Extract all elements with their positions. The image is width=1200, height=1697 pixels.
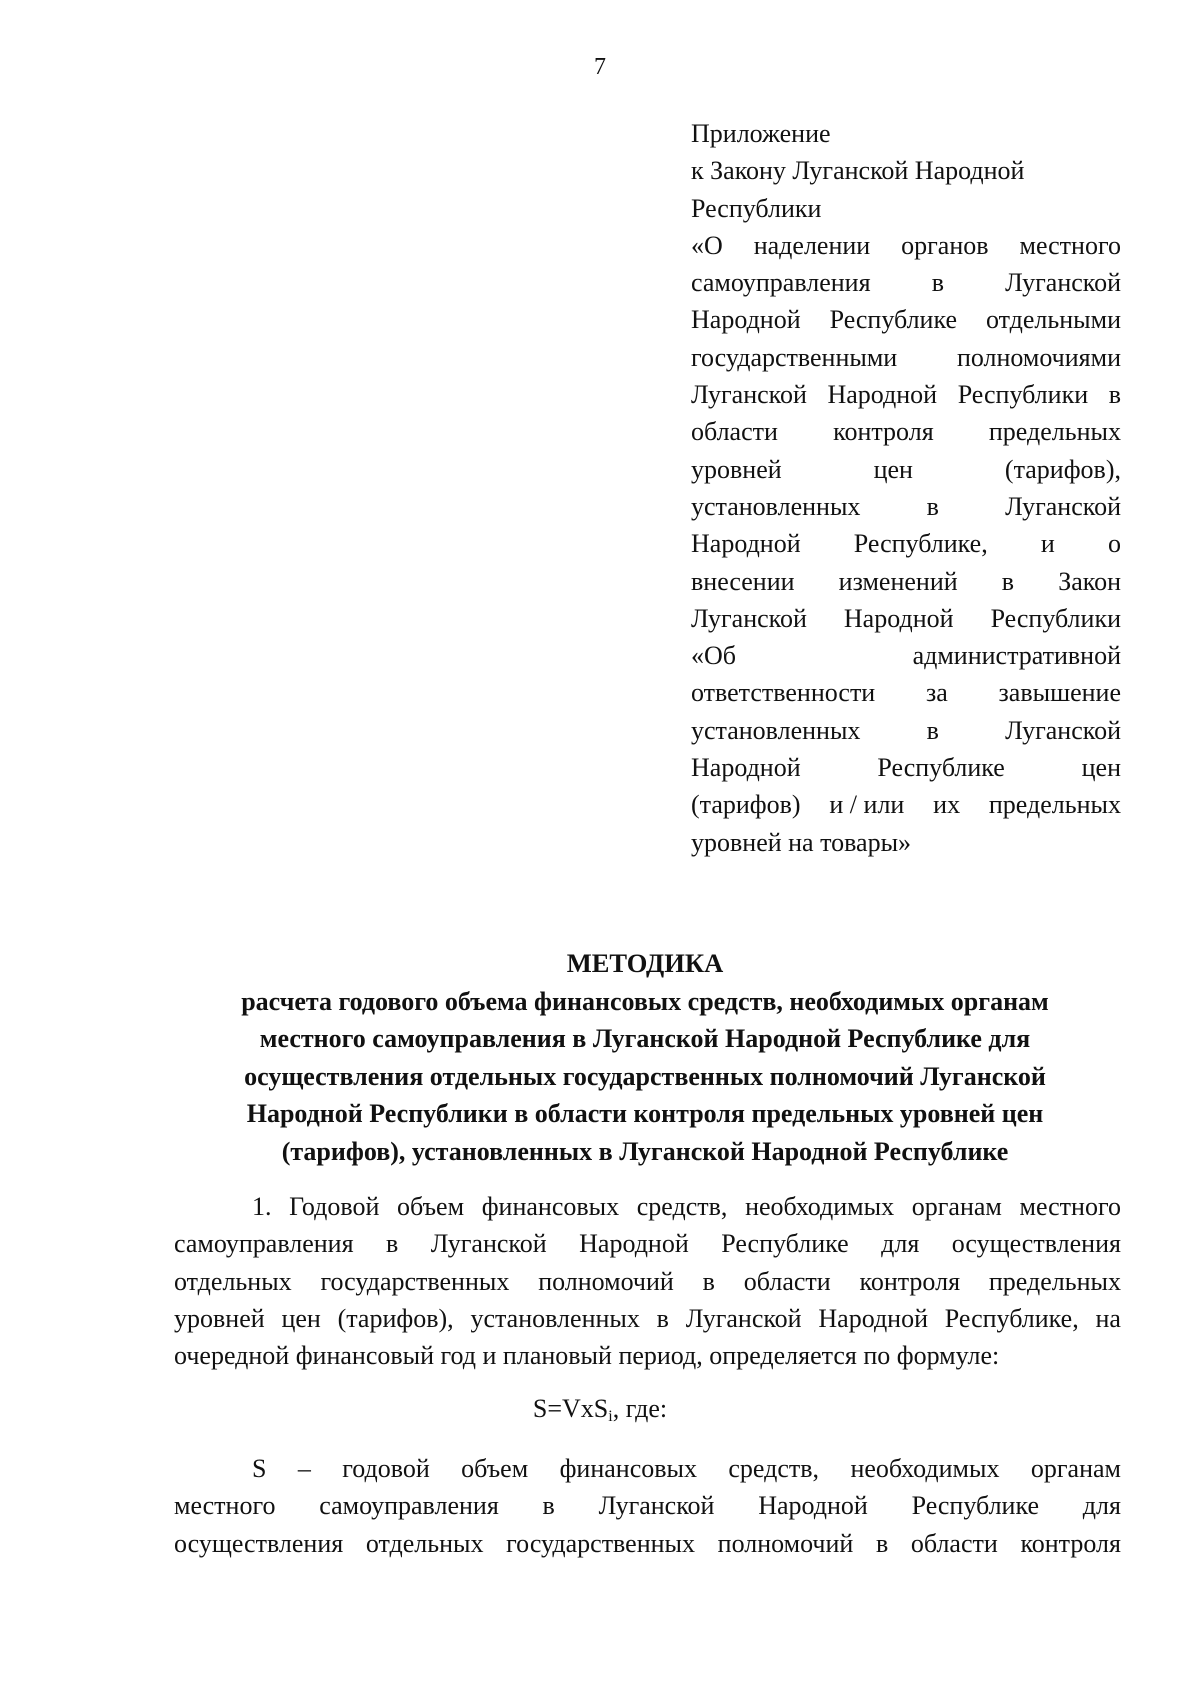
word: Республике: [721, 1229, 849, 1259]
word: и / или: [829, 790, 905, 820]
word: в: [926, 491, 939, 521]
word: уровней: [174, 1303, 265, 1333]
word: государственными: [691, 342, 898, 372]
formula-main: S=VxS: [532, 1394, 609, 1423]
word: и: [1040, 529, 1055, 559]
word: уровней: [691, 454, 782, 484]
word: Луганской: [598, 1491, 715, 1521]
word: –: [297, 1454, 311, 1483]
text-line: [174, 1487, 1121, 1524]
word: установленных: [691, 491, 861, 521]
word: местного: [174, 1491, 276, 1521]
word: установленных: [470, 1303, 640, 1333]
word: средств,: [636, 1192, 728, 1221]
text-line: [691, 525, 1121, 562]
word: предельных: [988, 1266, 1121, 1296]
text-line: [691, 824, 1121, 861]
line-text: к Закону Луганской Народной: [691, 156, 1025, 186]
word: предельных: [988, 790, 1121, 820]
word: Луганской: [1005, 268, 1121, 298]
text-line: [174, 1337, 1121, 1374]
word: в: [542, 1491, 555, 1521]
text-line: [691, 115, 1121, 152]
text-line: [691, 712, 1121, 749]
formula: [0, 1394, 1200, 1426]
word: Народной: [843, 603, 954, 633]
text-line: [691, 301, 1121, 338]
word: Годовой: [289, 1192, 380, 1221]
text-line: [691, 376, 1121, 413]
word: финансовых: [559, 1454, 697, 1483]
word: изменений: [838, 566, 958, 596]
word: годовой: [342, 1454, 430, 1483]
word: государственных: [506, 1528, 696, 1558]
word: Луганской: [691, 380, 807, 410]
line-text: Приложение: [691, 119, 831, 148]
word: цен: [281, 1303, 321, 1333]
word: самоуправления: [691, 268, 871, 298]
word: в: [926, 715, 939, 745]
word: Республике,: [853, 529, 988, 559]
word: Закон: [1058, 566, 1121, 596]
text-line: [691, 451, 1121, 488]
word: в: [931, 268, 944, 298]
word: административной: [912, 641, 1121, 671]
word: Народной: [579, 1229, 689, 1259]
text-line: [691, 563, 1121, 600]
word: в: [875, 1528, 889, 1558]
text-line: [174, 1188, 1121, 1225]
word: за: [925, 678, 948, 708]
subtitle-line: (тарифов), установленных в Луганской Народной Республике: [281, 1136, 1009, 1166]
methodology-heading: МЕТОДИКА: [566, 948, 724, 978]
word: S: [252, 1454, 267, 1483]
word: «О: [691, 230, 723, 260]
word: ответственности: [691, 678, 876, 708]
word: области: [743, 1266, 831, 1296]
word: внесении: [691, 566, 795, 596]
word: необходимых: [850, 1454, 1000, 1483]
word: (тарифов),: [1004, 454, 1121, 484]
word: контроля: [859, 1266, 961, 1296]
word: Народной: [691, 753, 801, 783]
word: финансовых: [481, 1192, 620, 1221]
methodology-title: [170, 945, 1120, 1170]
word: органам: [1030, 1454, 1121, 1483]
word: самоуправления: [319, 1491, 499, 1521]
word: контроля: [833, 417, 934, 447]
word: (тарифов),: [337, 1303, 454, 1333]
word: местного: [1019, 230, 1121, 260]
word: 1.: [252, 1192, 272, 1221]
text-line: [691, 227, 1121, 264]
word: Республики: [990, 603, 1121, 633]
word: Народной: [758, 1491, 868, 1521]
text-line: [174, 1225, 1121, 1262]
word: полномочиями: [956, 342, 1121, 372]
word: завышение: [998, 678, 1121, 708]
page-number: 7: [594, 54, 606, 80]
text-line: [691, 190, 1121, 227]
text-line: [691, 488, 1121, 525]
word: осуществления: [174, 1528, 344, 1558]
word: Республики: [957, 380, 1089, 410]
word: (тарифов): [691, 790, 801, 820]
text-line: [691, 413, 1121, 450]
line-text: очередной финансовый год и плановый период, определяется по формуле:: [174, 1341, 1000, 1371]
word: Народной: [818, 1303, 928, 1333]
word: органам: [911, 1192, 1002, 1221]
word: Луганской: [685, 1303, 802, 1333]
word: цен: [1081, 753, 1121, 783]
word: средств,: [728, 1454, 820, 1483]
subtitle-line: местного самоуправления в Луганской Народной Республике для: [259, 1024, 1031, 1053]
word: Луганской: [430, 1229, 547, 1259]
word: контроля: [1020, 1528, 1121, 1558]
word: отдельных: [174, 1266, 292, 1296]
word: на: [1095, 1303, 1121, 1333]
word: Народной: [691, 305, 801, 335]
word: в: [1108, 380, 1121, 410]
text-line: [691, 786, 1121, 823]
text-line: [691, 749, 1121, 786]
word: отдельных: [365, 1528, 484, 1558]
word: органов: [901, 230, 989, 260]
subtitle-line: осуществления отдельных государственных полномочий Луганской: [244, 1061, 1046, 1091]
word: Республике,: [944, 1303, 1079, 1333]
text-line: [691, 674, 1121, 711]
word: полномочий: [717, 1528, 854, 1558]
text-line: [691, 152, 1121, 189]
text-line: [691, 600, 1121, 637]
word: для: [1082, 1491, 1121, 1521]
text-line: [691, 264, 1121, 301]
word: предельных: [988, 417, 1121, 447]
formula-tail: , где:: [612, 1394, 668, 1423]
word: Республике: [911, 1491, 1039, 1521]
paragraph-1: [174, 1188, 1121, 1374]
text-line: [174, 1525, 1121, 1562]
word: Республике: [829, 305, 957, 335]
word: установленных: [691, 715, 861, 745]
word: Луганской: [1005, 715, 1121, 745]
word: Народной: [827, 380, 938, 410]
formula-subscript: i: [608, 1408, 613, 1425]
word: для: [881, 1229, 920, 1259]
text-line: [691, 637, 1121, 674]
word: государственных: [320, 1266, 510, 1296]
word: Республике: [877, 753, 1005, 783]
word: в: [1001, 566, 1015, 596]
word: самоуправления: [174, 1229, 354, 1259]
word: в: [702, 1266, 715, 1296]
word: «Об: [691, 641, 737, 671]
word: области: [691, 417, 778, 447]
word: Луганской: [1005, 491, 1121, 521]
text-line: [174, 1300, 1121, 1337]
subtitle-line: Народной Республики в области контроля предельных уровней цен: [246, 1099, 1044, 1128]
word: в: [656, 1303, 669, 1333]
word: осуществления: [951, 1229, 1121, 1259]
text-line: [174, 1263, 1121, 1300]
word: отдельными: [985, 305, 1121, 335]
word: о: [1107, 529, 1121, 559]
word: области: [910, 1528, 998, 1558]
text-line: [174, 1450, 1121, 1487]
subtitle-line: расчета годового объема финансовых средств, необходимых органам: [241, 986, 1049, 1016]
word: местного: [1019, 1192, 1121, 1221]
word: объем: [397, 1192, 465, 1221]
word: наделении: [753, 230, 871, 260]
appendix-header: [691, 115, 1121, 861]
word: их: [933, 790, 961, 820]
text-line: [691, 339, 1121, 376]
word: цен: [873, 454, 913, 484]
word: необходимых: [745, 1192, 895, 1221]
word: полномочий: [538, 1266, 674, 1296]
paragraph-2: [174, 1450, 1121, 1562]
word: Народной: [691, 529, 801, 559]
word: Луганской: [691, 603, 807, 633]
word: объем: [461, 1454, 529, 1483]
line-text: уровней на товары»: [691, 827, 912, 857]
line-text: Республики: [691, 193, 822, 223]
word: в: [386, 1229, 399, 1259]
